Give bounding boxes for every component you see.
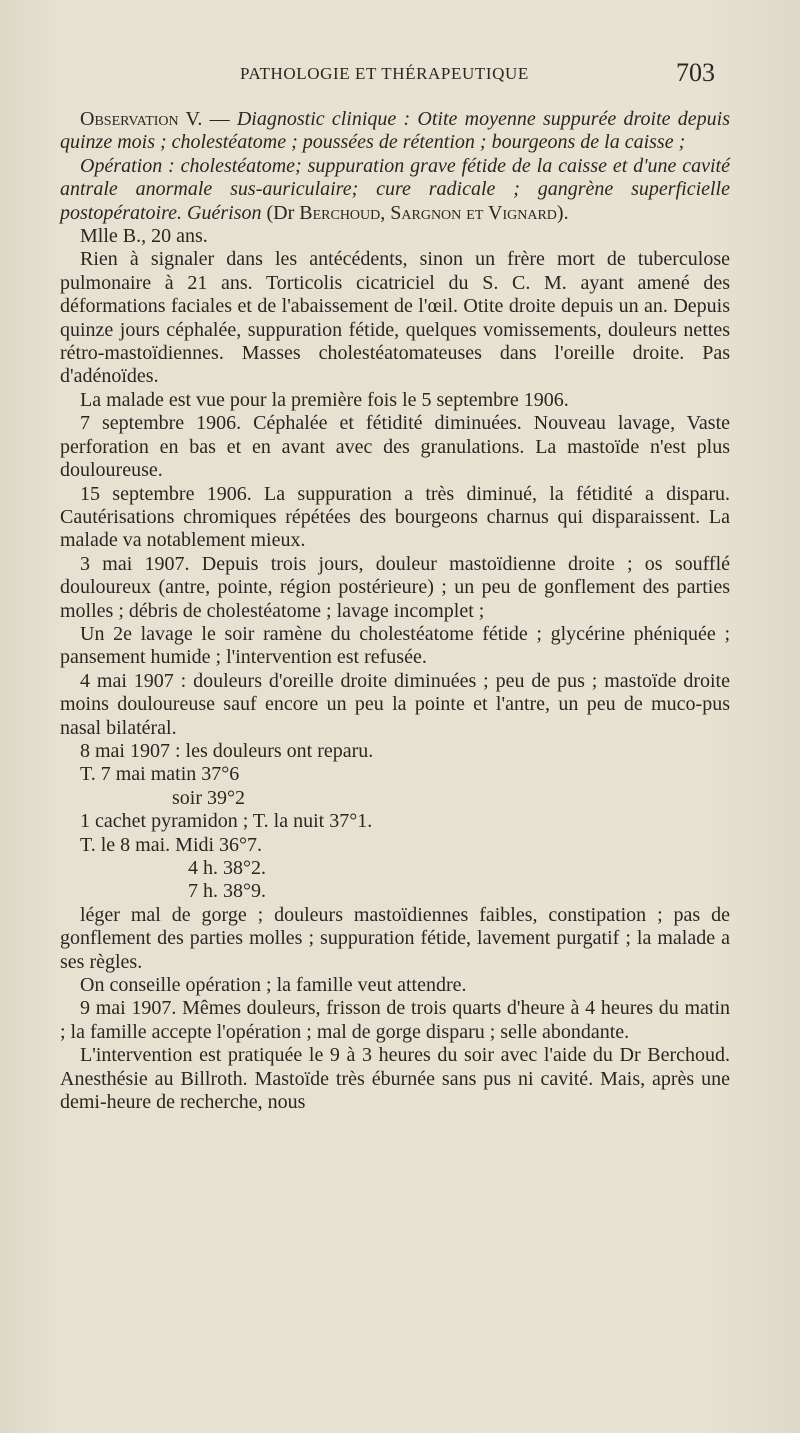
observation-label: Observation V. <box>80 108 203 130</box>
temperature-line: 4 h. 38°2. <box>188 857 266 879</box>
authors-close: ). <box>556 201 569 224</box>
paragraph-may-4: 4 mai 1907 : douleurs d'oreille droite diminuées ; peu de pus ; mastoïde droite moins douloureuse sauf encore un peu la pointe et l'antre, un peu de muco-pus nasal bilatéral. <box>60 669 730 739</box>
observation-heading <box>60 108 730 155</box>
paragraph-intervention: L'intervention est pratiquée le 9 à 3 heures du soir avec l'aide du Dr Berchoud. Anesthésie au Billroth. Mastoïde très éburnée sans pus ni cavité. Mais, après une demi-heure de recherche, nous <box>60 1044 730 1114</box>
temperature-line: T. 7 mai matin 37°6 <box>80 763 240 786</box>
paragraph-first-visit: La malade est vue pour la première fois le 5 septembre 1906. <box>80 388 569 411</box>
authors: Berchoud, Sargnon et Vignard <box>299 201 557 224</box>
paragraph-history: Rien à signaler dans les antécédents, sinon un frère mort de tuberculose pulmonaire à 21 ans. Torticolis cicatriciel du S. C. M. ayant amené des déformations faciales et de l'abaissement de l'œil. Otite droite depuis un an. Depuis quinze jours céphalée, suppuration fétide, quelques vomissements, douleurs nettes rétro-mastoïdiennes. Masses cholestéatomateuses dans l'oreille droite. Pas d'adénoïdes. <box>60 248 730 388</box>
paragraph-symptoms: léger mal de gorge ; douleurs mastoïdiennes faibles, constipation ; pas de gonflement des parties molles ; suppuration fétide, lavement purgatif ; la malade a ses règles. <box>60 903 730 973</box>
temperature-line: soir 39°2 <box>172 786 245 809</box>
operation-summary <box>60 155 730 225</box>
operation-text: Opération : cholestéatome; suppuration grave fétide de la caisse et d'une cavité antrale anormale sus-auriculaire; cure radicale ; gangrène superficielle postopératoire. Guérison <box>60 154 730 224</box>
page-body <box>60 108 730 1114</box>
paragraph-may-8: 8 mai 1907 : les douleurs ont reparu. <box>80 739 374 762</box>
temperature-line: T. le 8 mai. Midi 36°7. <box>80 833 263 856</box>
paragraph-advice: On conseille opération ; la famille veut attendre. <box>80 974 467 997</box>
clinical-diagnosis: Diagnostic clinique : Otite moyenne suppurée droite depuis quinze mois ; cholestéatome ; poussées de rétention ; bourgeons de la caisse ; <box>60 108 731 154</box>
page-header <box>0 58 800 92</box>
paragraph-second-lavage: Un 2e lavage le soir ramène du cholestéatome fétide ; glycérine phéniquée ; pansement humide ; l'intervention est refusée. <box>60 622 730 669</box>
authors-open: (Dr <box>261 201 300 224</box>
paragraph-sept-7: 7 septembre 1906. Céphalée et fétidité diminuées. Nouveau lavage, Vaste perforation en bas et en avant avec des granulations. La mastoïde n'est plus douloureuse. <box>60 412 730 482</box>
paragraph-patient: Mlle B., 20 ans. <box>80 225 208 248</box>
paragraph-may-9: 9 mai 1907. Mêmes douleurs, frisson de trois quarts d'heure à 4 heures du matin ; la famille accepte l'opération ; mal de gorge disparu ; selle abondante. <box>60 997 730 1043</box>
paragraph-sept-15: 15 septembre 1906. La suppuration a très diminué, la fétidité a disparu. Cautérisations chromiques répétées des bourgeons charnus qui disparaissent. La malade va notablement mieux. <box>60 482 730 552</box>
temperature-line: 7 h. 38°9. <box>188 880 266 903</box>
temperature-line: 1 cachet pyramidon ; T. la nuit 37°1. <box>80 810 373 833</box>
running-title: PATHOLOGIE ET THÉRAPEUTIQUE <box>240 64 529 83</box>
observation-dash: — <box>202 108 237 130</box>
paragraph-may-3: 3 mai 1907. Depuis trois jours, douleur mastoïdienne droite ; os soufflé douloureux (antre, pointe, région postérieure) ; un peu de gonflement des parties molles ; débris de cholestéatome ; lavage incomplet ; <box>60 552 730 622</box>
page-number: 703 <box>676 58 715 87</box>
